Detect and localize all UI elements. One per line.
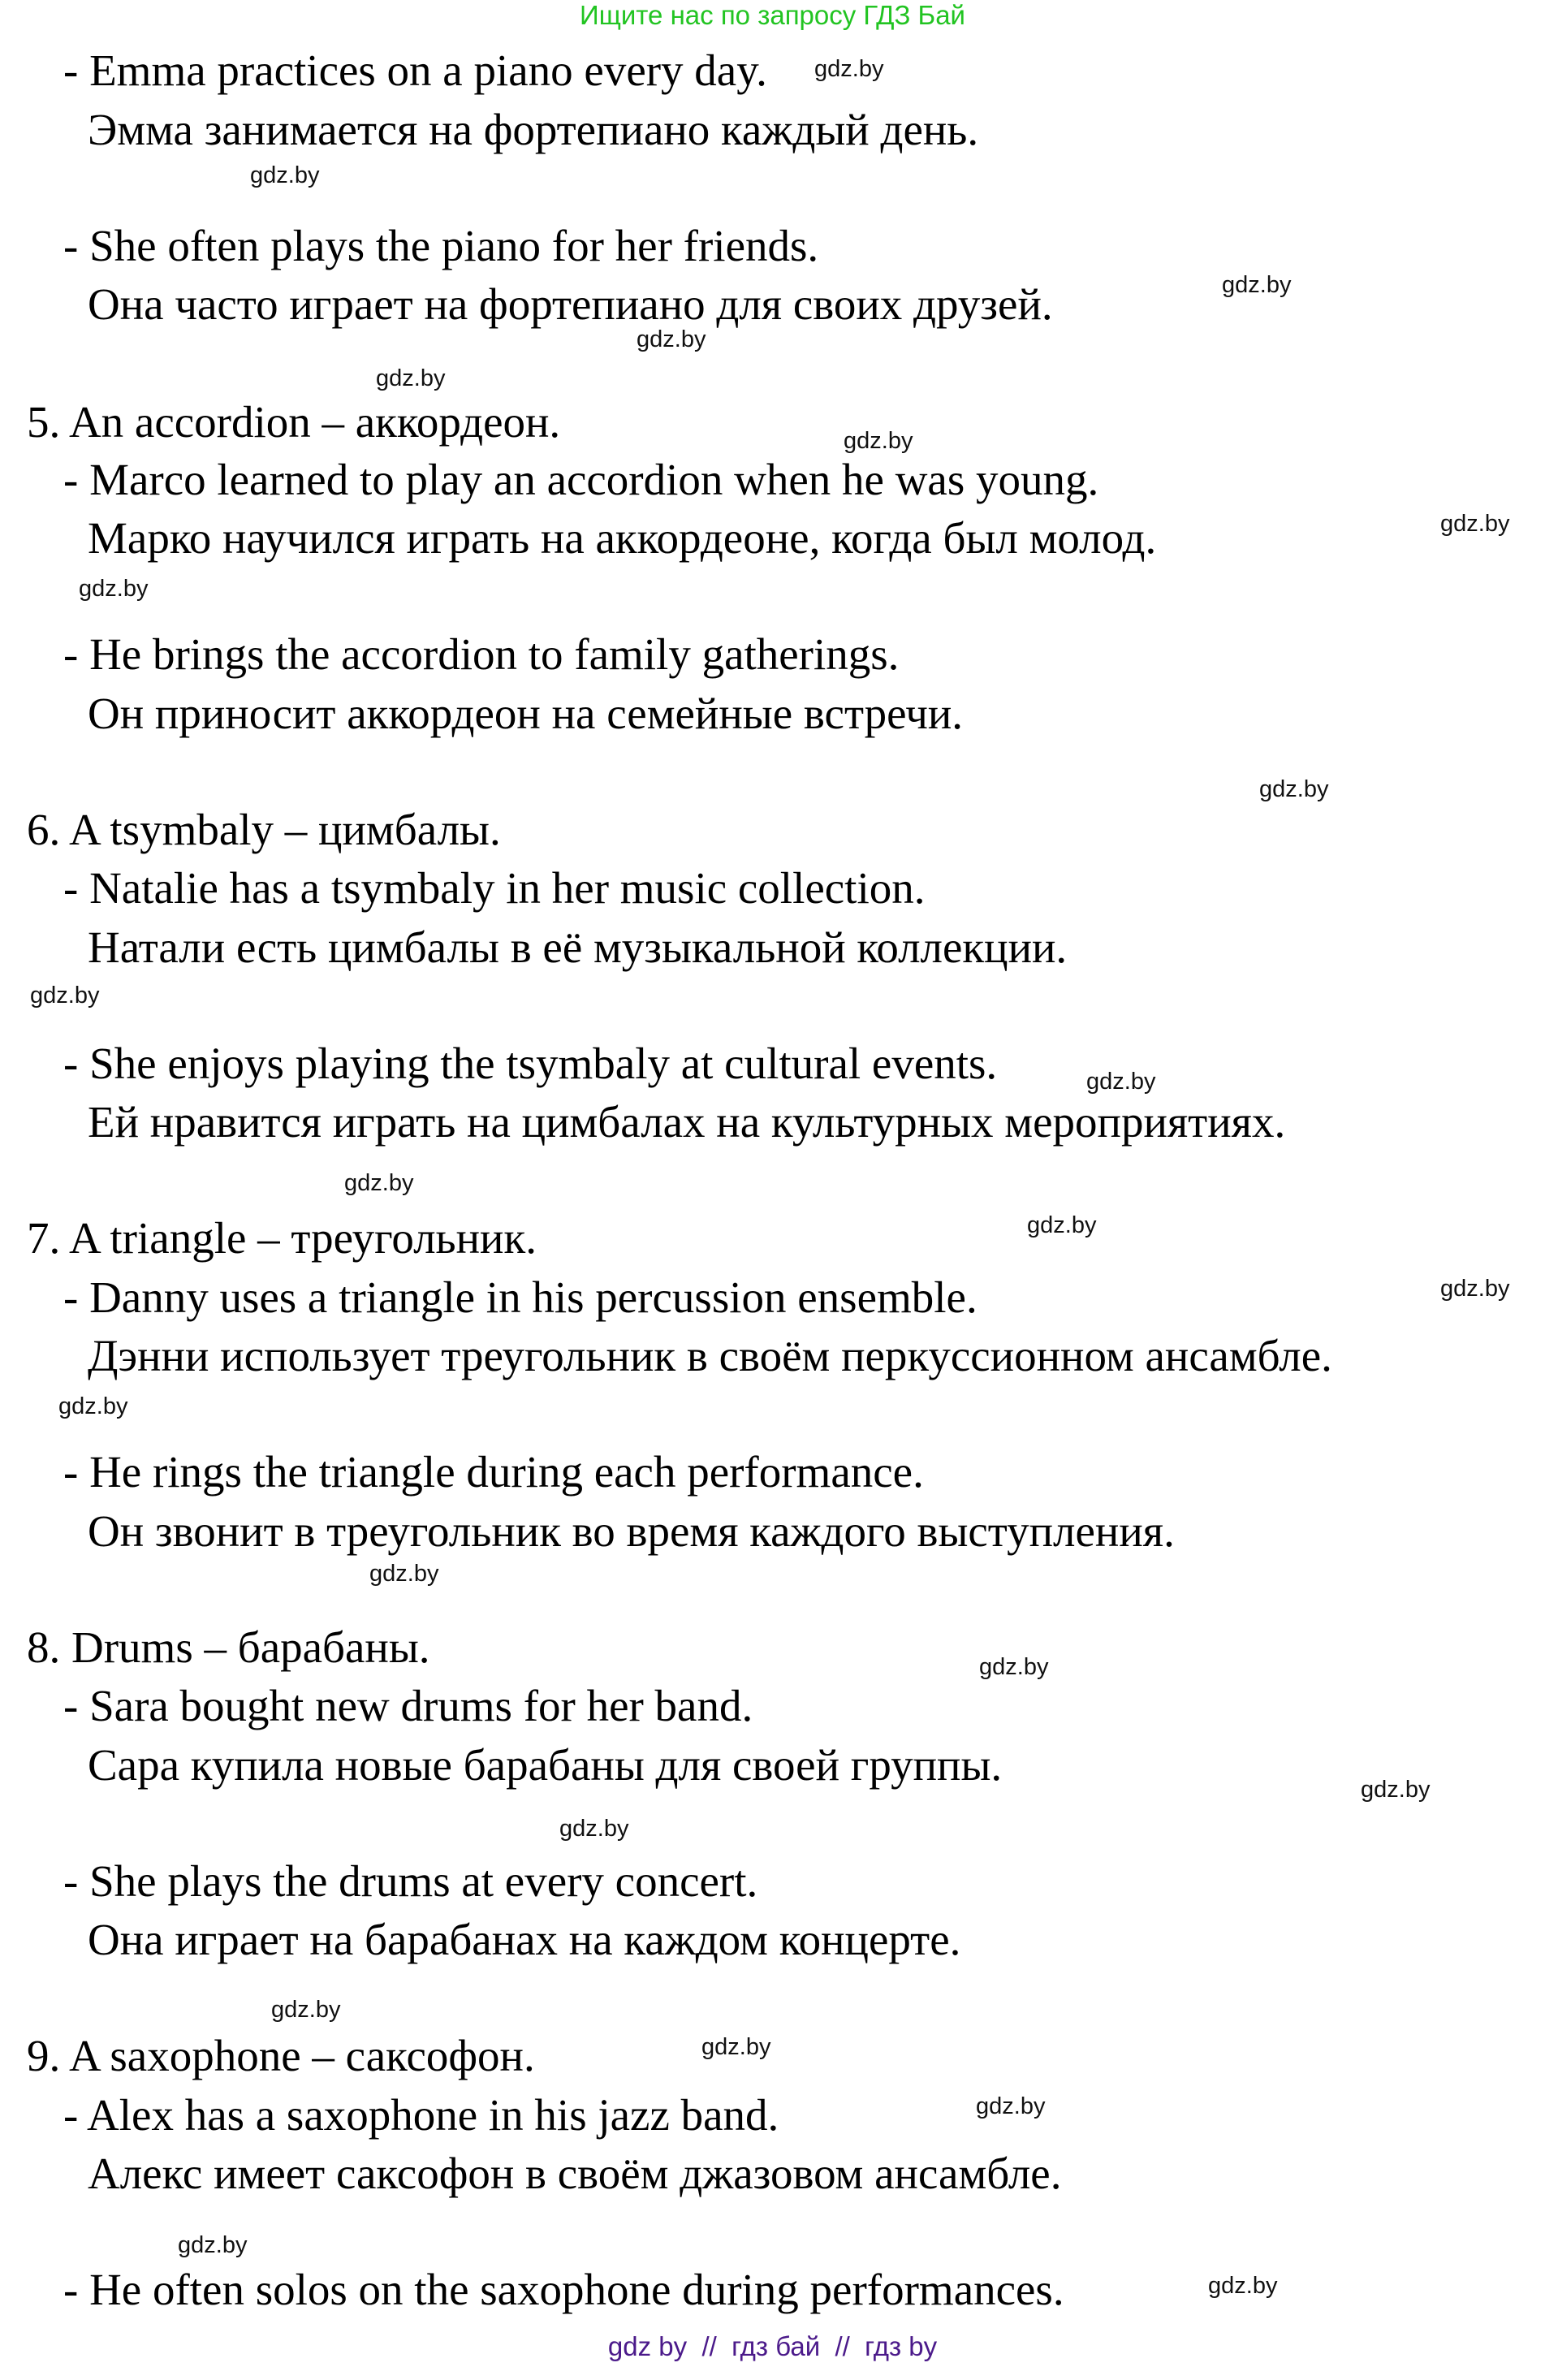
example-sentence: - Alex has a saxophone in his jazz band. — [63, 2090, 779, 2140]
section-heading: 5. An accordion – аккордеон. — [27, 397, 561, 447]
watermark: gdz.by — [979, 1654, 1049, 1680]
example-sentence: - Marco learned to play an accordion when he was young. — [63, 455, 1099, 504]
translation-line: Сара купила новые барабаны для своей группы. — [88, 1740, 1003, 1790]
section-heading: 7. A triangle – треугольник. — [27, 1213, 537, 1263]
watermark: gdz.by — [79, 576, 149, 602]
watermark: gdz.by — [344, 1170, 414, 1196]
example-sentence: - Emma practices on a piano every day. — [63, 45, 767, 95]
watermark: gdz.by — [1027, 1212, 1097, 1238]
example-sentence: - Sara bought new drums for her band. — [63, 1681, 753, 1730]
watermark: gdz.by — [1440, 511, 1510, 537]
watermark: gdz.by — [1361, 1777, 1431, 1803]
example-sentence: - He brings the accordion to family gatherings. — [63, 629, 900, 679]
footer-links[interactable]: gdz by // гдз бай // гдз by — [607, 2331, 938, 2361]
watermark: gdz.by — [559, 1816, 629, 1842]
watermark: gdz.by — [814, 56, 884, 82]
watermark: gdz.by — [1222, 272, 1292, 298]
section-heading: 6. A tsymbaly – цимбалы. — [27, 805, 501, 854]
watermark: gdz.by — [976, 2093, 1046, 2119]
translation-line: Натали есть цимбалы в её музыкальной коллекции. — [88, 922, 1068, 972]
watermark: gdz.by — [1259, 776, 1329, 802]
translation-line: Алекс имеет саксофон в своём джазовом ансамбле. — [88, 2149, 1062, 2198]
translation-line: Она часто играет на фортепиано для своих друзей. — [88, 279, 1053, 329]
translation-line: Марко научился играть на аккордеоне, когда был молод. — [88, 513, 1157, 563]
watermark: gdz.by — [178, 2232, 248, 2258]
watermark: gdz.by — [1440, 1276, 1510, 1302]
example-sentence: - She plays the drums at every concert. — [63, 1856, 758, 1906]
watermark: gdz.by — [250, 162, 320, 188]
translation-line: Эмма занимается на фортепиано каждый день. — [88, 105, 979, 154]
example-sentence: - He often solos on the saxophone during performances. — [63, 2265, 1064, 2314]
watermark: gdz.by — [844, 428, 913, 454]
example-sentence: - Natalie has a tsymbaly in her music collection. — [63, 863, 926, 913]
watermark: gdz.by — [369, 1561, 439, 1587]
watermark: gdz.by — [1086, 1069, 1156, 1095]
watermark: gdz.by — [701, 2034, 771, 2060]
example-sentence: - Danny uses a triangle in his percussion ensemble. — [63, 1272, 977, 1322]
translation-line: Он приносит аккордеон на семейные встречи. — [88, 689, 964, 738]
translation-line: Дэнни использует треугольник в своём перкуссионном ансамбле. — [88, 1331, 1332, 1380]
translation-line: Ей нравится играть на цимбалах на культурных мероприятиях. — [88, 1097, 1286, 1147]
watermark: gdz.by — [271, 1997, 341, 2023]
watermark: gdz.by — [1208, 2273, 1278, 2299]
watermark: gdz.by — [30, 983, 100, 1009]
section-heading: 8. Drums – барабаны. — [27, 1622, 430, 1672]
search-hint-banner: Ищите нас по запросу ГДЗ Бай — [580, 0, 965, 30]
example-sentence: - He rings the triangle during each performance. — [63, 1447, 924, 1497]
translation-line: Она играет на барабанах на каждом концерте. — [88, 1915, 961, 1964]
example-sentence: - She often plays the piano for her friends. — [63, 221, 819, 270]
watermark: gdz.by — [637, 326, 706, 352]
section-heading: 9. A saxophone – саксофон. — [27, 2031, 535, 2080]
watermark: gdz.by — [376, 365, 446, 391]
watermark: gdz.by — [58, 1393, 128, 1419]
example-sentence: - She enjoys playing the tsymbaly at cultural events. — [63, 1039, 998, 1088]
translation-line: Он звонит в треугольник во время каждого выступления. — [88, 1506, 1175, 1556]
